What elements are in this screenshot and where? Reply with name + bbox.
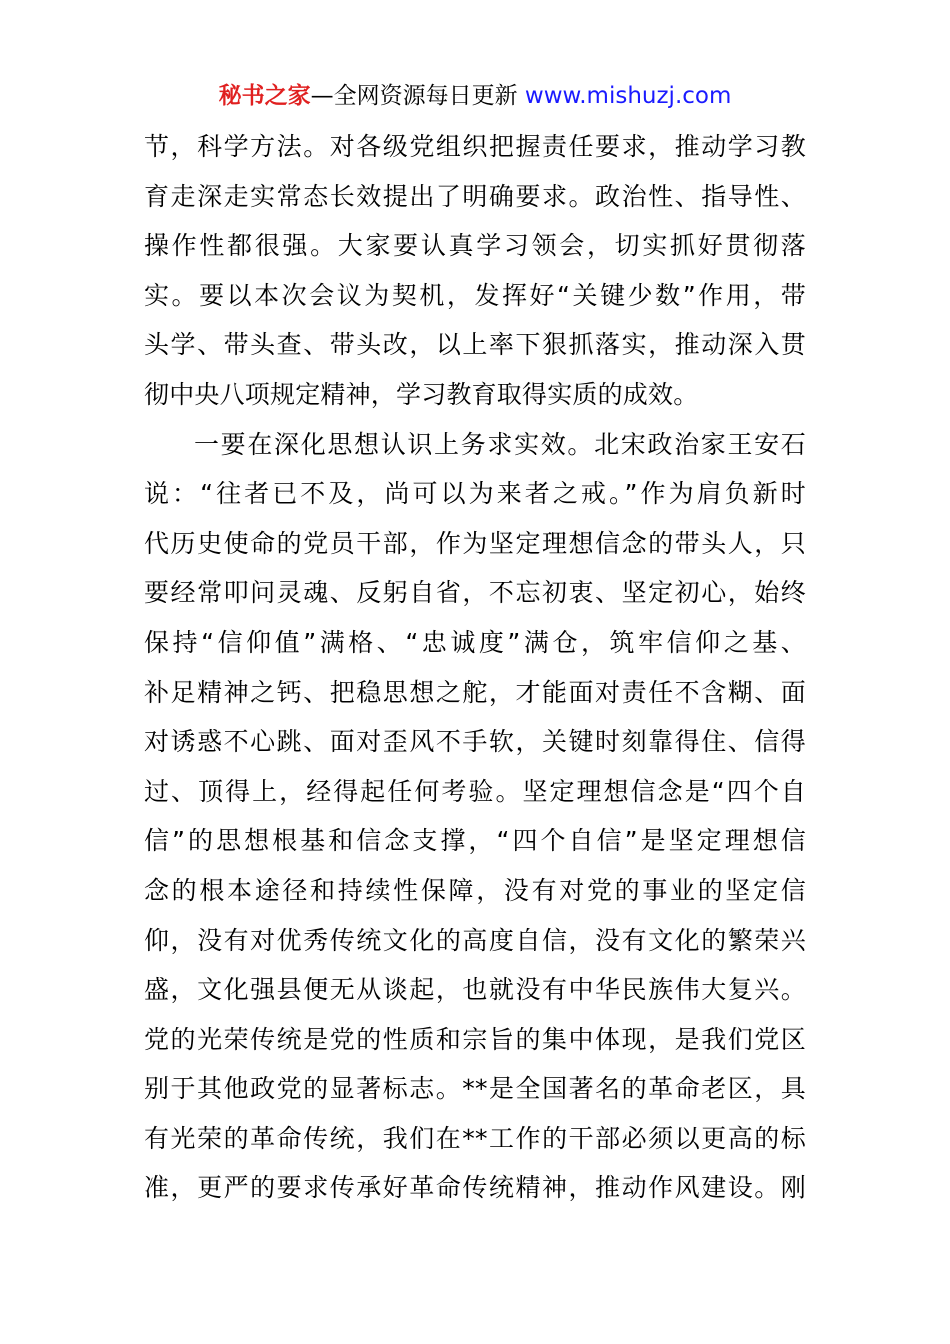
body-line: 准，更严的要求传承好革命传统精神，推动作风建设。刚 [144,1173,806,1203]
body-line: 育走深走实常态长效提出了明确要求。政治性、指导性、 [144,181,806,211]
header-tagline: —全网资源每日更新 [310,83,518,109]
header-brand: 秘书之家 [218,83,311,109]
header-url-link[interactable]: www.mishuzj.com [524,83,732,109]
body-line: 补足精神之钙、把稳思想之舵，才能面对责任不含糊、面 [144,677,806,707]
body-line: 实。要以本次会议为契机，发挥好“关键少数”作用，带 [144,280,806,310]
paragraph-first-line: 一要在深化思想认识上务求实效。北宋政治家王安石 [194,429,806,459]
page-header [0,80,950,112]
body-line: 要经常叩问灵魂、反躬自省，不忘初衷、坚定初心，始终 [144,578,806,608]
body-line: 头学、带头查、带头改，以上率下狠抓落实，推动深入贯 [144,330,806,360]
body-line: 盛，文化强县便无从谈起，也就没有中华民族伟大复兴。 [144,975,806,1005]
body-line: 过、顶得上，经得起任何考验。坚定理想信念是“四个自 [144,776,806,806]
body-line: 信”的思想根基和信念支撑，“四个自信”是坚定理想信 [144,826,806,856]
body-line: 保持“信仰值”满格、“忠诚度”满仓，筑牢信仰之基、 [144,627,806,657]
body-line: 操作性都很强。大家要认真学习领会，切实抓好贯彻落 [144,231,806,261]
body-line: 有光荣的革命传统，我们在**工作的干部必须以更高的标 [144,1123,806,1153]
body-line: 代历史使命的党员干部，作为坚定理想信念的带头人，只 [144,528,806,558]
body-line: 念的根本途径和持续性保障，没有对党的事业的坚定信 [144,875,806,905]
document-body [144,122,806,1213]
body-line: 党的光荣传统是党的性质和宗旨的集中体现，是我们党区 [144,1024,806,1054]
body-line: 彻中央八项规定精神，学习教育取得实质的成效。 [144,379,699,409]
body-line: 仰，没有对优秀传统文化的高度自信，没有文化的繁荣兴 [144,925,806,955]
body-line: 别于其他政党的显著标志。**是全国著名的革命老区，具 [144,1074,806,1104]
body-line: 对诱惑不心跳、面对歪风不手软，关键时刻靠得住、信得 [144,727,806,757]
body-line: 说：“往者已不及，尚可以为来者之戒。”作为肩负新时 [144,479,806,509]
body-line: 节，科学方法。对各级党组织把握责任要求，推动学习教 [144,132,806,161]
